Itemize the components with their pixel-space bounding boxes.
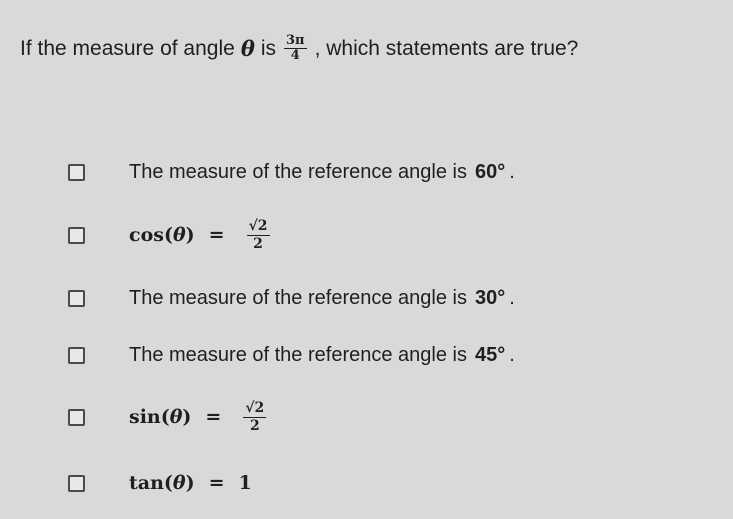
option-value: 30°	[474, 286, 506, 309]
option-reference-45[interactable]	[68, 335, 515, 375]
option-fraction	[247, 218, 270, 251]
checkbox[interactable]	[68, 475, 85, 492]
option-reference-60[interactable]	[68, 152, 515, 192]
fraction-denominator: 2	[249, 417, 260, 434]
option-rhs: 1	[238, 472, 252, 494]
fraction-numerator: √2	[248, 218, 268, 235]
question-prefix: If the measure of angle	[20, 36, 235, 60]
func-arg: θ	[172, 224, 186, 246]
theta-symbol: θ	[240, 36, 255, 62]
option-reference-30[interactable]	[68, 278, 515, 318]
func-arg: θ	[169, 406, 183, 428]
checkbox[interactable]	[68, 164, 85, 181]
checkbox[interactable]	[68, 290, 85, 307]
option-text: The measure of the reference angle is	[129, 286, 467, 309]
func-name: sin	[129, 406, 161, 428]
equals-sign: =	[208, 224, 225, 246]
fraction-denominator: 2	[253, 235, 263, 252]
option-math: sin(θ) =	[129, 406, 222, 428]
checkbox[interactable]	[68, 347, 85, 364]
fraction-denominator: 4	[290, 48, 300, 64]
option-cos[interactable]	[68, 215, 270, 255]
question-is: is	[260, 36, 276, 60]
question-suffix: , which statements are true?	[314, 36, 579, 60]
option-value: 45°	[474, 343, 506, 366]
checkbox[interactable]	[68, 409, 85, 426]
func-name: tan	[129, 472, 164, 494]
option-period: .	[509, 343, 515, 366]
option-text: The measure of the reference angle is	[129, 343, 467, 366]
option-math: cos(θ) =	[129, 224, 225, 246]
question-text	[20, 34, 578, 64]
option-period: .	[509, 160, 515, 183]
checkbox[interactable]	[68, 227, 85, 244]
func-arg: θ	[172, 472, 186, 494]
option-tan[interactable]	[68, 463, 252, 503]
option-math: tan(θ) = 1	[129, 472, 252, 494]
option-fraction	[243, 400, 266, 433]
fraction-numerator: 3π	[286, 33, 305, 48]
option-period: .	[509, 286, 515, 309]
fraction-numerator: √2	[245, 400, 265, 417]
option-text: The measure of the reference angle is	[129, 160, 467, 183]
option-value: 60°	[474, 160, 506, 183]
equals-sign: =	[205, 406, 222, 428]
option-sin[interactable]	[68, 397, 266, 437]
func-name: cos	[129, 224, 164, 246]
equals-sign: =	[208, 472, 225, 494]
angle-fraction	[284, 34, 307, 64]
